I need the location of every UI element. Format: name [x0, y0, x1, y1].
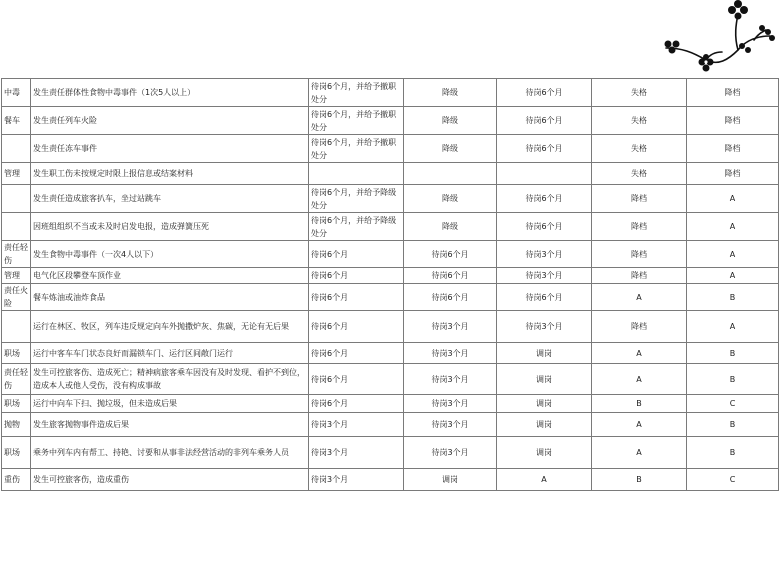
penalty-col-1: 待岗6个月: [309, 311, 404, 343]
penalty-col-3: 调岗: [497, 364, 592, 395]
row-category: 管理: [2, 163, 31, 185]
row-description: 因班组组织不当或未及时启发电报，造成弹簧压死: [31, 213, 309, 241]
table-row: [2, 413, 779, 437]
penalty-col-3: A: [497, 469, 592, 491]
penalty-col-3: 待岗6个月: [497, 284, 592, 311]
penalty-col-5: A: [687, 185, 779, 213]
penalty-col-5: 降档: [687, 135, 779, 163]
table-row: [2, 311, 779, 343]
penalty-col-1: 待岗6个月: [309, 284, 404, 311]
penalty-col-5: 降档: [687, 107, 779, 135]
penalty-col-3: 待岗6个月: [497, 135, 592, 163]
table-row: [2, 79, 779, 107]
row-description: 乘务中列车内有帮工、持艳、讨要和从事非法经营活动的非列车乘务人员: [31, 437, 309, 469]
penalty-col-4: 降档: [592, 311, 687, 343]
row-category: 责任轻伤: [2, 241, 31, 268]
floral-vine-ornament: [658, 0, 780, 78]
penalty-col-5: A: [687, 311, 779, 343]
penalty-col-1: 待岗6个月，并给予撤职处分: [309, 107, 404, 135]
table-row: [2, 469, 779, 491]
penalty-col-2: 调岗: [404, 469, 497, 491]
penalty-col-5: B: [687, 437, 779, 469]
penalty-col-3: 调岗: [497, 437, 592, 469]
penalty-col-3: 待岗6个月: [497, 79, 592, 107]
penalty-col-5: C: [687, 395, 779, 413]
penalty-col-1: 待岗6个月: [309, 241, 404, 268]
penalty-col-3: 调岗: [497, 413, 592, 437]
penalty-col-2: 待岗3个月: [404, 311, 497, 343]
penalty-col-2: 待岗3个月: [404, 437, 497, 469]
penalty-col-2: 待岗3个月: [404, 364, 497, 395]
penalty-col-3: 待岗6个月: [497, 185, 592, 213]
penalty-col-4: A: [592, 284, 687, 311]
table-row: [2, 364, 779, 395]
row-category: [2, 213, 31, 241]
penalty-col-3: [497, 163, 592, 185]
penalty-col-1: 待岗6个月: [309, 395, 404, 413]
penalty-table: [1, 78, 779, 491]
penalty-col-5: B: [687, 364, 779, 395]
penalty-col-4: A: [592, 413, 687, 437]
row-category: 中毒: [2, 79, 31, 107]
penalty-col-2: 待岗6个月: [404, 268, 497, 284]
penalty-col-2: 降级: [404, 135, 497, 163]
penalty-col-2: 待岗6个月: [404, 284, 497, 311]
table-row: [2, 395, 779, 413]
penalty-col-4: B: [592, 469, 687, 491]
penalty-col-4: 降档: [592, 213, 687, 241]
row-description: 发生食物中毒事件（一次4人以下）: [31, 241, 309, 268]
row-category: [2, 135, 31, 163]
table-row: [2, 163, 779, 185]
penalty-col-1: 待岗3个月: [309, 413, 404, 437]
penalty-col-2: 待岗3个月: [404, 343, 497, 364]
row-description: 运行中客车车门状态良好而漏锁车门、运行区间敞门运行: [31, 343, 309, 364]
penalty-col-4: 降档: [592, 241, 687, 268]
penalty-col-5: A: [687, 268, 779, 284]
penalty-col-2: 待岗3个月: [404, 413, 497, 437]
penalty-col-1: 待岗6个月: [309, 268, 404, 284]
penalty-col-3: 待岗3个月: [497, 241, 592, 268]
penalty-col-5: B: [687, 284, 779, 311]
penalty-col-1: 待岗6个月: [309, 343, 404, 364]
table-row: [2, 343, 779, 364]
penalty-col-5: 降档: [687, 79, 779, 107]
row-description: 发生旅客抛物事件造成后果: [31, 413, 309, 437]
row-description: 发生责任冻车事件: [31, 135, 309, 163]
penalty-col-4: A: [592, 437, 687, 469]
penalty-col-1: [309, 163, 404, 185]
row-category: 管理: [2, 268, 31, 284]
penalty-col-3: 待岗3个月: [497, 311, 592, 343]
penalty-col-5: A: [687, 213, 779, 241]
penalty-col-1: 待岗6个月，并给予撤职处分: [309, 79, 404, 107]
penalty-col-3: 待岗6个月: [497, 213, 592, 241]
penalty-col-4: 失格: [592, 135, 687, 163]
penalty-col-3: 待岗6个月: [497, 107, 592, 135]
row-category: 责任火险: [2, 284, 31, 311]
row-description: 发生责任列车火险: [31, 107, 309, 135]
row-description: 发生责任群体性食物中毒事件（1次5人以上）: [31, 79, 309, 107]
penalty-col-2: 待岗6个月: [404, 241, 497, 268]
row-category: 职场: [2, 437, 31, 469]
row-category: 抛物: [2, 413, 31, 437]
row-description: 发生责任造成旅客扒车，坐过站跳车: [31, 185, 309, 213]
penalty-col-1: 待岗6个月: [309, 364, 404, 395]
row-category: 职场: [2, 343, 31, 364]
penalty-col-2: 降级: [404, 213, 497, 241]
penalty-col-1: 待岗6个月，并给予降级处分: [309, 185, 404, 213]
row-category: [2, 311, 31, 343]
row-description: 餐车炼油或油炸食品: [31, 284, 309, 311]
row-description: 发生职工伤未按规定时限上报信息或结案材料: [31, 163, 309, 185]
penalty-col-2: 降级: [404, 185, 497, 213]
row-category: 职场: [2, 395, 31, 413]
table-row: [2, 284, 779, 311]
row-description: 发生可控旅客伤、造成死亡；精神病旅客乘车因没有及时发现、看护不到位，造成本人或他人受伤，没有构成事故: [31, 364, 309, 395]
table-row: [2, 213, 779, 241]
penalty-col-4: 失格: [592, 107, 687, 135]
penalty-col-1: 待岗3个月: [309, 469, 404, 491]
table-row: [2, 268, 779, 284]
penalty-col-2: [404, 163, 497, 185]
penalty-col-4: A: [592, 343, 687, 364]
penalty-col-5: B: [687, 343, 779, 364]
penalty-col-1: 待岗3个月: [309, 437, 404, 469]
table-row: [2, 135, 779, 163]
penalty-col-4: 失格: [592, 79, 687, 107]
penalty-col-2: 待岗3个月: [404, 395, 497, 413]
penalty-col-2: 降级: [404, 79, 497, 107]
penalty-col-4: 降档: [592, 185, 687, 213]
table-row: [2, 107, 779, 135]
table-row: [2, 437, 779, 469]
penalty-col-5: 降档: [687, 163, 779, 185]
penalty-table-body: [2, 79, 779, 491]
penalty-col-5: A: [687, 241, 779, 268]
row-category: 重伤: [2, 469, 31, 491]
penalty-col-5: C: [687, 469, 779, 491]
penalty-col-4: A: [592, 364, 687, 395]
penalty-col-4: B: [592, 395, 687, 413]
penalty-col-3: 调岗: [497, 395, 592, 413]
penalty-col-5: B: [687, 413, 779, 437]
penalty-col-1: 待岗6个月，并给予降级处分: [309, 213, 404, 241]
penalty-col-4: 降档: [592, 268, 687, 284]
row-category: 责任轻伤: [2, 364, 31, 395]
table-row: [2, 185, 779, 213]
penalty-col-4: 失格: [592, 163, 687, 185]
row-description: 电气化区段攀登车顶作业: [31, 268, 309, 284]
row-description: 运行在林区、牧区，列车违反规定向车外抛撒炉灰、焦碳，无论有无后果: [31, 311, 309, 343]
row-description: 发生可控旅客伤，造成重伤: [31, 469, 309, 491]
penalty-col-2: 降级: [404, 107, 497, 135]
row-category: 餐车: [2, 107, 31, 135]
table-row: [2, 241, 779, 268]
penalty-col-1: 待岗6个月，并给予撤职处分: [309, 135, 404, 163]
row-description: 运行中向车下扫、抛垃圾，但未造成后果: [31, 395, 309, 413]
row-category: [2, 185, 31, 213]
penalty-col-3: 待岗3个月: [497, 268, 592, 284]
penalty-col-3: 调岗: [497, 343, 592, 364]
